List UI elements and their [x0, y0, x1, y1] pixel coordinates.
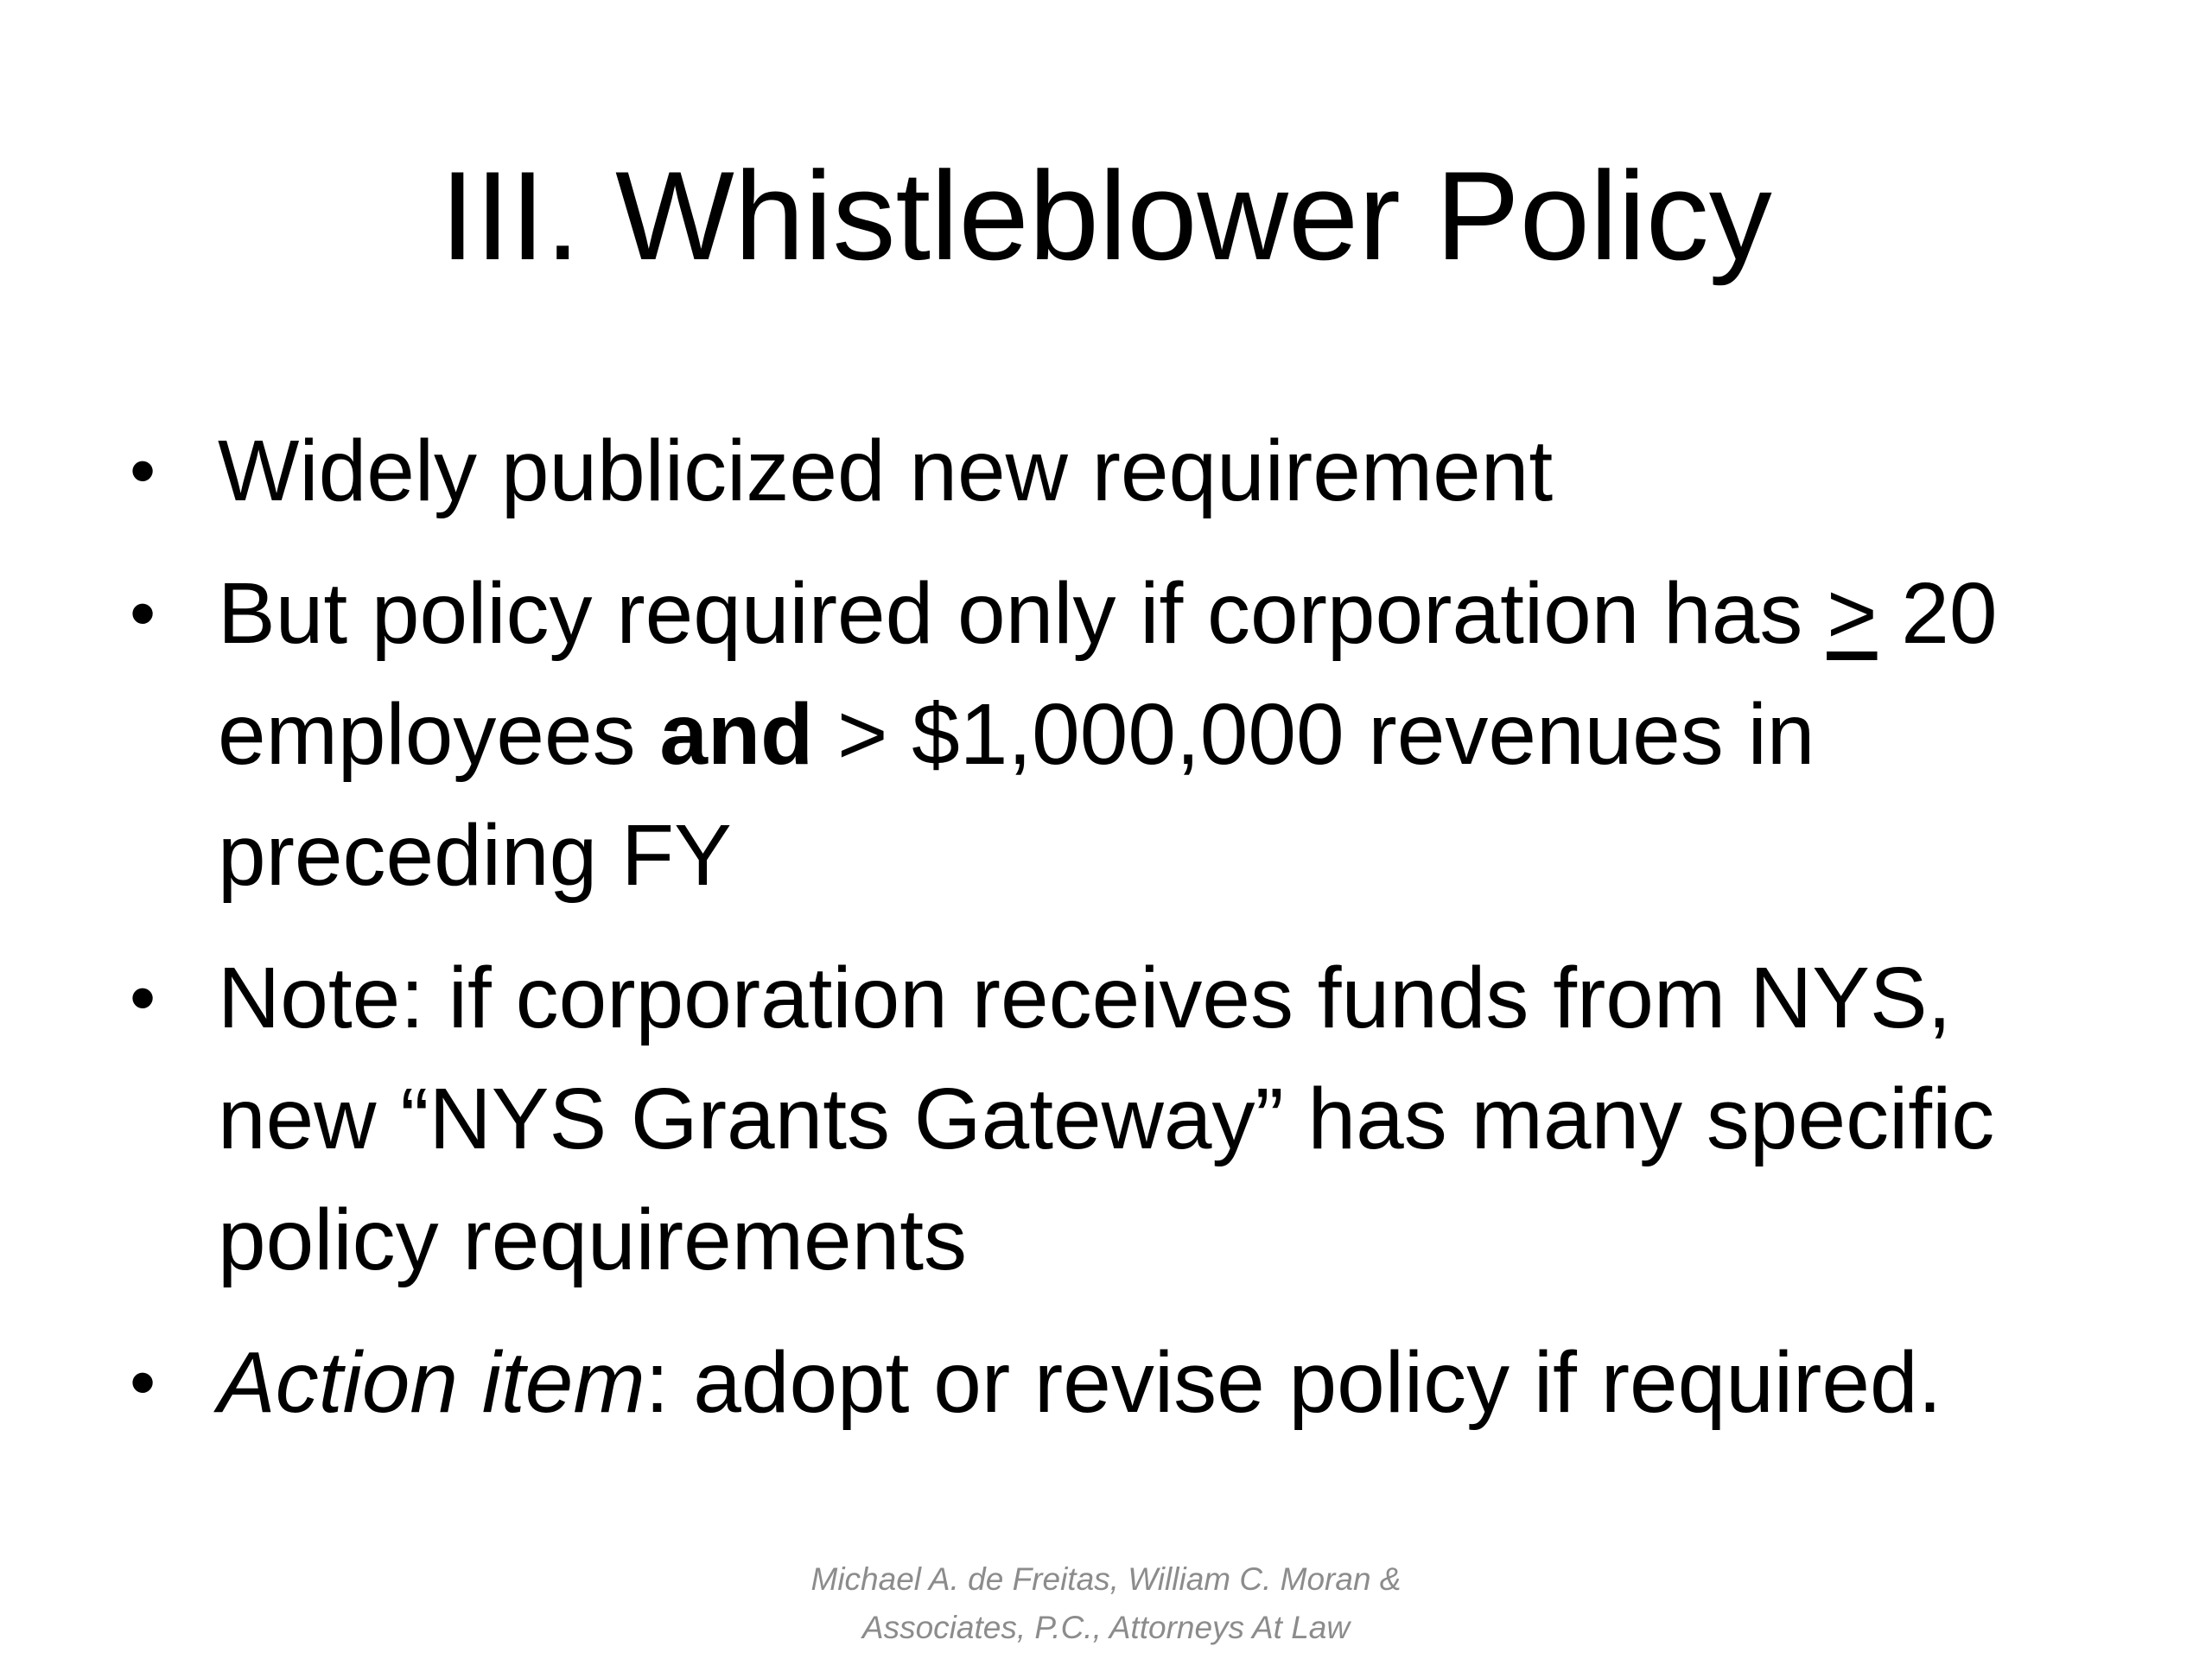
bullet-text: Note: if corporation receives funds from NYS, new “NYS Grants Gateway” has many specific policy requirements — [218, 950, 1995, 1288]
bold-and: and — [659, 686, 814, 783]
footer-line-2: Associates, P.C., Attorneys At Law — [861, 1610, 1351, 1645]
bullet-item-2 — [130, 553, 2117, 916]
bullet-text: Widely publicized new requirement — [218, 423, 1554, 519]
slide-footer — [0, 1555, 2212, 1652]
bullet-text: : adopt or revise policy if required. — [645, 1334, 1942, 1431]
slide-title: III. Whistleblower Policy — [440, 145, 1772, 286]
bullet-dot: • — [130, 1341, 156, 1424]
bullet-item-3 — [130, 938, 2117, 1300]
bullet-dot: • — [130, 957, 156, 1039]
bullet-text-part2: 20 employees — [218, 565, 1998, 783]
action-item-label: Action item — [218, 1334, 645, 1431]
footer-line-1: Michael A. de Freitas, William C. Moran & — [810, 1561, 1402, 1597]
bullet-item-4 — [130, 1322, 2117, 1443]
bullet-text-part1: But policy required only if corporation has — [218, 565, 1827, 662]
bullet-list — [130, 410, 2117, 1465]
greater-or-equal-symbol: > — [1827, 565, 1878, 662]
bullet-dot: • — [130, 429, 156, 512]
bullet-dot: • — [130, 572, 156, 655]
bullet-item-1 — [130, 410, 2117, 531]
bullet-text-part3: > $1,000,000 revenues in preceding FY — [218, 686, 1815, 904]
